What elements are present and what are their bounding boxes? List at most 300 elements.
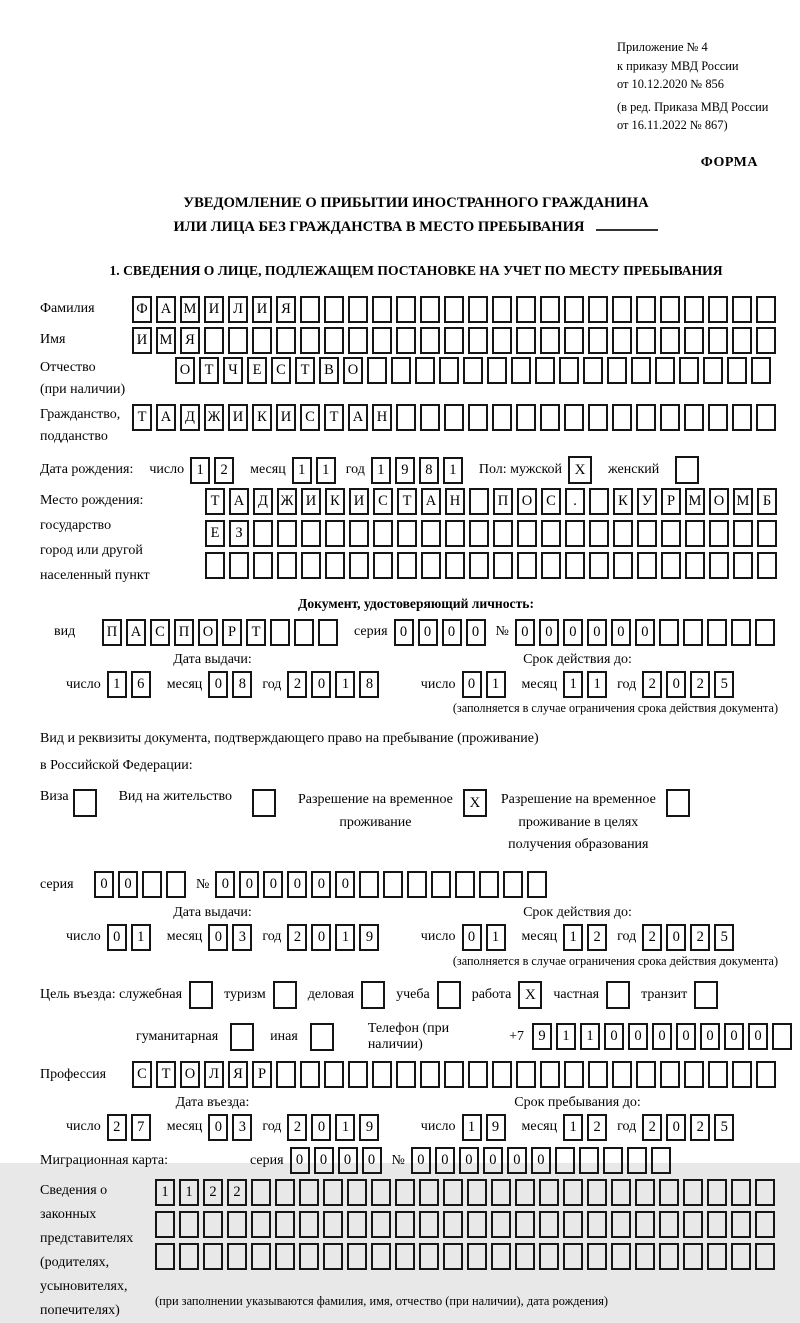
char-cell[interactable] [275, 1243, 295, 1270]
char-cell[interactable] [479, 871, 499, 898]
char-cell[interactable] [565, 552, 585, 579]
char-cell[interactable] [733, 520, 753, 547]
char-cell[interactable] [396, 296, 416, 323]
char-cell[interactable]: 2 [587, 924, 607, 951]
char-cell[interactable] [323, 1243, 343, 1270]
char-cell[interactable]: 1 [335, 924, 355, 951]
char-cell[interactable]: 2 [287, 924, 307, 951]
char-cell[interactable]: 7 [131, 1114, 151, 1141]
char-cell[interactable] [455, 871, 475, 898]
char-cell[interactable]: 0 [587, 619, 607, 646]
char-cell[interactable]: 0 [515, 619, 535, 646]
char-cell[interactable]: Р [252, 1061, 272, 1088]
char-cell[interactable] [535, 357, 555, 384]
char-cell[interactable] [468, 327, 488, 354]
char-cell[interactable]: 0 [700, 1023, 720, 1050]
char-cell[interactable] [503, 871, 523, 898]
char-cell[interactable]: 0 [724, 1023, 744, 1050]
char-cell[interactable] [755, 1179, 775, 1206]
char-cell[interactable]: 0 [208, 924, 228, 951]
char-cell[interactable] [407, 871, 427, 898]
char-cell[interactable]: Е [247, 357, 267, 384]
char-cell[interactable]: П [102, 619, 122, 646]
char-cell[interactable] [395, 1243, 415, 1270]
char-cell[interactable]: 1 [190, 457, 210, 484]
char-cell[interactable]: 0 [290, 1147, 310, 1174]
char-cell[interactable]: 1 [107, 671, 127, 698]
char-cell[interactable]: 0 [507, 1147, 527, 1174]
char-cell[interactable] [607, 357, 627, 384]
char-cell[interactable]: Е [205, 520, 225, 547]
char-cell[interactable] [251, 1243, 271, 1270]
char-cell[interactable] [299, 1211, 319, 1238]
char-cell[interactable] [275, 1211, 295, 1238]
char-cell[interactable] [709, 552, 729, 579]
temp-residence-edu-checkbox[interactable] [666, 789, 690, 817]
char-cell[interactable] [371, 1243, 391, 1270]
char-cell[interactable] [731, 1211, 751, 1238]
gender-male-checkbox[interactable]: X [568, 456, 592, 484]
char-cell[interactable] [588, 1061, 608, 1088]
char-cell[interactable] [493, 520, 513, 547]
char-cell[interactable]: 0 [311, 871, 331, 898]
char-cell[interactable] [348, 1061, 368, 1088]
char-cell[interactable]: 1 [292, 457, 312, 484]
purpose-business-checkbox[interactable] [361, 981, 385, 1009]
char-cell[interactable]: 0 [466, 619, 486, 646]
char-cell[interactable] [659, 1243, 679, 1270]
char-cell[interactable]: 8 [232, 671, 252, 698]
char-cell[interactable]: 2 [587, 1114, 607, 1141]
char-cell[interactable]: 0 [462, 924, 482, 951]
char-cell[interactable] [468, 404, 488, 431]
char-cell[interactable]: Д [253, 488, 273, 515]
char-cell[interactable] [612, 296, 632, 323]
char-cell[interactable]: Ф [132, 296, 152, 323]
char-cell[interactable] [155, 1243, 175, 1270]
char-cell[interactable] [539, 1179, 559, 1206]
char-cell[interactable]: 1 [486, 924, 506, 951]
char-cell[interactable]: Ж [204, 404, 224, 431]
char-cell[interactable] [684, 327, 704, 354]
char-cell[interactable]: 1 [179, 1179, 199, 1206]
char-cell[interactable] [540, 327, 560, 354]
char-cell[interactable] [707, 619, 727, 646]
char-cell[interactable]: С [300, 404, 320, 431]
char-cell[interactable] [637, 520, 657, 547]
char-cell[interactable] [349, 520, 369, 547]
char-cell[interactable]: Т [295, 357, 315, 384]
char-cell[interactable] [683, 1243, 703, 1270]
char-cell[interactable]: Р [661, 488, 681, 515]
char-cell[interactable] [467, 1179, 487, 1206]
char-cell[interactable] [756, 1061, 776, 1088]
char-cell[interactable]: 2 [287, 671, 307, 698]
char-cell[interactable]: М [156, 327, 176, 354]
char-cell[interactable]: М [685, 488, 705, 515]
char-cell[interactable] [612, 1061, 632, 1088]
char-cell[interactable] [660, 327, 680, 354]
char-cell[interactable] [179, 1243, 199, 1270]
char-cell[interactable]: Т [397, 488, 417, 515]
char-cell[interactable] [493, 552, 513, 579]
char-cell[interactable] [487, 357, 507, 384]
char-cell[interactable] [324, 1061, 344, 1088]
char-cell[interactable] [229, 552, 249, 579]
char-cell[interactable]: О [198, 619, 218, 646]
char-cell[interactable] [637, 552, 657, 579]
char-cell[interactable]: К [325, 488, 345, 515]
char-cell[interactable]: 9 [532, 1023, 552, 1050]
char-cell[interactable] [301, 520, 321, 547]
char-cell[interactable] [396, 327, 416, 354]
char-cell[interactable] [684, 1061, 704, 1088]
char-cell[interactable]: 1 [316, 457, 336, 484]
char-cell[interactable] [755, 619, 775, 646]
char-cell[interactable]: 2 [690, 1114, 710, 1141]
char-cell[interactable]: П [174, 619, 194, 646]
char-cell[interactable]: 2 [642, 924, 662, 951]
char-cell[interactable] [612, 327, 632, 354]
char-cell[interactable] [635, 1211, 655, 1238]
char-cell[interactable]: 0 [311, 1114, 331, 1141]
char-cell[interactable] [420, 296, 440, 323]
char-cell[interactable]: К [252, 404, 272, 431]
char-cell[interactable] [588, 327, 608, 354]
char-cell[interactable] [396, 1061, 416, 1088]
char-cell[interactable] [733, 552, 753, 579]
char-cell[interactable]: 0 [611, 619, 631, 646]
char-cell[interactable]: 0 [531, 1147, 551, 1174]
char-cell[interactable] [469, 520, 489, 547]
char-cell[interactable] [587, 1179, 607, 1206]
char-cell[interactable] [517, 552, 537, 579]
char-cell[interactable] [299, 1243, 319, 1270]
char-cell[interactable]: 2 [690, 924, 710, 951]
char-cell[interactable]: 0 [563, 619, 583, 646]
char-cell[interactable] [469, 552, 489, 579]
char-cell[interactable]: А [156, 296, 176, 323]
purpose-study-checkbox[interactable] [437, 981, 461, 1009]
char-cell[interactable] [415, 357, 435, 384]
char-cell[interactable]: И [204, 296, 224, 323]
char-cell[interactable] [251, 1179, 271, 1206]
char-cell[interactable] [444, 1061, 464, 1088]
char-cell[interactable]: 2 [690, 671, 710, 698]
char-cell[interactable] [631, 357, 651, 384]
char-cell[interactable] [732, 327, 752, 354]
char-cell[interactable]: 9 [359, 1114, 379, 1141]
char-cell[interactable] [756, 327, 776, 354]
char-cell[interactable] [469, 488, 489, 515]
char-cell[interactable]: 1 [131, 924, 151, 951]
char-cell[interactable] [372, 327, 392, 354]
char-cell[interactable] [527, 871, 547, 898]
char-cell[interactable] [541, 520, 561, 547]
char-cell[interactable] [659, 1211, 679, 1238]
char-cell[interactable]: И [349, 488, 369, 515]
char-cell[interactable]: 3 [232, 924, 252, 951]
char-cell[interactable] [253, 520, 273, 547]
char-cell[interactable]: О [180, 1061, 200, 1088]
char-cell[interactable] [611, 1179, 631, 1206]
char-cell[interactable]: 0 [666, 671, 686, 698]
char-cell[interactable] [275, 1179, 295, 1206]
char-cell[interactable] [349, 552, 369, 579]
char-cell[interactable] [294, 619, 314, 646]
char-cell[interactable] [587, 1211, 607, 1238]
char-cell[interactable] [683, 619, 703, 646]
char-cell[interactable]: 0 [394, 619, 414, 646]
char-cell[interactable]: 1 [563, 924, 583, 951]
char-cell[interactable] [540, 404, 560, 431]
char-cell[interactable]: 8 [359, 671, 379, 698]
char-cell[interactable] [347, 1211, 367, 1238]
char-cell[interactable]: 1 [443, 457, 463, 484]
char-cell[interactable] [660, 1061, 680, 1088]
char-cell[interactable]: И [252, 296, 272, 323]
char-cell[interactable] [636, 327, 656, 354]
char-cell[interactable] [179, 1211, 199, 1238]
char-cell[interactable]: 9 [486, 1114, 506, 1141]
char-cell[interactable] [603, 1147, 623, 1174]
char-cell[interactable]: 2 [287, 1114, 307, 1141]
char-cell[interactable] [323, 1179, 343, 1206]
char-cell[interactable] [517, 520, 537, 547]
char-cell[interactable]: 0 [459, 1147, 479, 1174]
char-cell[interactable]: 1 [556, 1023, 576, 1050]
char-cell[interactable] [228, 327, 248, 354]
char-cell[interactable] [732, 1061, 752, 1088]
char-cell[interactable]: 9 [359, 924, 379, 951]
char-cell[interactable] [396, 404, 416, 431]
char-cell[interactable]: 0 [435, 1147, 455, 1174]
char-cell[interactable] [579, 1147, 599, 1174]
char-cell[interactable] [468, 1061, 488, 1088]
char-cell[interactable] [635, 1243, 655, 1270]
char-cell[interactable] [301, 552, 321, 579]
char-cell[interactable] [708, 296, 728, 323]
char-cell[interactable]: М [733, 488, 753, 515]
char-cell[interactable]: Т [205, 488, 225, 515]
char-cell[interactable]: 0 [539, 619, 559, 646]
char-cell[interactable] [660, 404, 680, 431]
char-cell[interactable] [300, 327, 320, 354]
char-cell[interactable] [373, 552, 393, 579]
char-cell[interactable] [443, 1211, 463, 1238]
char-cell[interactable] [516, 1061, 536, 1088]
char-cell[interactable] [757, 552, 777, 579]
char-cell[interactable] [684, 296, 704, 323]
char-cell[interactable] [661, 520, 681, 547]
char-cell[interactable] [491, 1179, 511, 1206]
char-cell[interactable] [383, 871, 403, 898]
char-cell[interactable] [270, 619, 290, 646]
char-cell[interactable] [397, 520, 417, 547]
char-cell[interactable]: 0 [604, 1023, 624, 1050]
char-cell[interactable]: 0 [311, 924, 331, 951]
char-cell[interactable] [468, 296, 488, 323]
char-cell[interactable] [444, 404, 464, 431]
char-cell[interactable] [445, 520, 465, 547]
char-cell[interactable]: С [132, 1061, 152, 1088]
char-cell[interactable] [300, 1061, 320, 1088]
char-cell[interactable] [755, 1243, 775, 1270]
char-cell[interactable] [155, 1211, 175, 1238]
char-cell[interactable]: 0 [94, 871, 114, 898]
char-cell[interactable] [443, 1179, 463, 1206]
char-cell[interactable] [564, 1061, 584, 1088]
char-cell[interactable] [142, 871, 162, 898]
char-cell[interactable]: 5 [714, 671, 734, 698]
char-cell[interactable] [683, 1179, 703, 1206]
char-cell[interactable] [323, 1211, 343, 1238]
char-cell[interactable] [564, 327, 584, 354]
char-cell[interactable] [252, 327, 272, 354]
char-cell[interactable] [636, 1061, 656, 1088]
char-cell[interactable] [685, 552, 705, 579]
char-cell[interactable] [227, 1211, 247, 1238]
char-cell[interactable] [611, 1211, 631, 1238]
char-cell[interactable]: С [150, 619, 170, 646]
char-cell[interactable]: Т [156, 1061, 176, 1088]
char-cell[interactable]: 0 [652, 1023, 672, 1050]
char-cell[interactable]: А [421, 488, 441, 515]
char-cell[interactable] [589, 488, 609, 515]
char-cell[interactable] [707, 1179, 727, 1206]
char-cell[interactable] [563, 1179, 583, 1206]
char-cell[interactable]: А [229, 488, 249, 515]
char-cell[interactable] [661, 552, 681, 579]
char-cell[interactable] [588, 404, 608, 431]
char-cell[interactable]: О [175, 357, 195, 384]
char-cell[interactable] [756, 296, 776, 323]
char-cell[interactable]: О [709, 488, 729, 515]
char-cell[interactable]: 1 [587, 671, 607, 698]
char-cell[interactable]: 2 [227, 1179, 247, 1206]
char-cell[interactable]: 0 [411, 1147, 431, 1174]
char-cell[interactable]: К [613, 488, 633, 515]
char-cell[interactable] [659, 619, 679, 646]
char-cell[interactable]: З [229, 520, 249, 547]
char-cell[interactable]: Т [132, 404, 152, 431]
char-cell[interactable] [755, 1211, 775, 1238]
char-cell[interactable] [685, 520, 705, 547]
char-cell[interactable]: 0 [335, 871, 355, 898]
char-cell[interactable]: 1 [462, 1114, 482, 1141]
char-cell[interactable]: Н [445, 488, 465, 515]
char-cell[interactable] [205, 552, 225, 579]
char-cell[interactable] [492, 296, 512, 323]
char-cell[interactable] [420, 1061, 440, 1088]
char-cell[interactable] [463, 357, 483, 384]
char-cell[interactable] [636, 404, 656, 431]
char-cell[interactable] [589, 552, 609, 579]
char-cell[interactable]: А [126, 619, 146, 646]
char-cell[interactable] [276, 1061, 296, 1088]
char-cell[interactable] [732, 404, 752, 431]
char-cell[interactable]: 0 [442, 619, 462, 646]
char-cell[interactable]: Н [372, 404, 392, 431]
char-cell[interactable]: 2 [642, 671, 662, 698]
char-cell[interactable] [359, 871, 379, 898]
char-cell[interactable]: И [228, 404, 248, 431]
char-cell[interactable]: 0 [628, 1023, 648, 1050]
char-cell[interactable]: 0 [287, 871, 307, 898]
char-cell[interactable]: 2 [107, 1114, 127, 1141]
char-cell[interactable] [651, 1147, 671, 1174]
char-cell[interactable]: 0 [462, 671, 482, 698]
char-cell[interactable] [439, 357, 459, 384]
char-cell[interactable] [757, 520, 777, 547]
char-cell[interactable]: И [276, 404, 296, 431]
char-cell[interactable] [731, 1179, 751, 1206]
char-cell[interactable] [611, 1243, 631, 1270]
char-cell[interactable] [318, 619, 338, 646]
char-cell[interactable] [492, 404, 512, 431]
char-cell[interactable]: 9 [395, 457, 415, 484]
char-cell[interactable] [731, 1243, 751, 1270]
char-cell[interactable]: 5 [714, 924, 734, 951]
char-cell[interactable] [707, 1211, 727, 1238]
char-cell[interactable] [731, 619, 751, 646]
char-cell[interactable] [540, 296, 560, 323]
char-cell[interactable] [708, 1061, 728, 1088]
char-cell[interactable]: Я [276, 296, 296, 323]
char-cell[interactable] [444, 296, 464, 323]
char-cell[interactable] [491, 1243, 511, 1270]
char-cell[interactable] [421, 552, 441, 579]
char-cell[interactable]: 0 [311, 671, 331, 698]
char-cell[interactable]: Я [228, 1061, 248, 1088]
char-cell[interactable]: 0 [676, 1023, 696, 1050]
char-cell[interactable] [516, 404, 536, 431]
char-cell[interactable]: 5 [714, 1114, 734, 1141]
char-cell[interactable]: В [319, 357, 339, 384]
char-cell[interactable]: 0 [208, 1114, 228, 1141]
char-cell[interactable] [371, 1179, 391, 1206]
purpose-humanitarian-checkbox[interactable] [230, 1023, 254, 1051]
char-cell[interactable] [492, 1061, 512, 1088]
char-cell[interactable]: 0 [666, 924, 686, 951]
char-cell[interactable] [683, 1211, 703, 1238]
char-cell[interactable]: 1 [335, 1114, 355, 1141]
char-cell[interactable] [324, 296, 344, 323]
char-cell[interactable] [515, 1243, 535, 1270]
char-cell[interactable]: 2 [214, 457, 234, 484]
residence-permit-checkbox[interactable] [252, 789, 276, 817]
char-cell[interactable] [589, 520, 609, 547]
char-cell[interactable] [276, 327, 296, 354]
char-cell[interactable] [756, 404, 776, 431]
char-cell[interactable] [751, 357, 771, 384]
char-cell[interactable] [420, 404, 440, 431]
char-cell[interactable]: 0 [635, 619, 655, 646]
char-cell[interactable] [660, 296, 680, 323]
char-cell[interactable]: 0 [748, 1023, 768, 1050]
char-cell[interactable] [395, 1179, 415, 1206]
char-cell[interactable] [372, 296, 392, 323]
char-cell[interactable]: И [132, 327, 152, 354]
char-cell[interactable]: Ж [277, 488, 297, 515]
char-cell[interactable] [467, 1243, 487, 1270]
char-cell[interactable] [684, 404, 704, 431]
char-cell[interactable]: 1 [580, 1023, 600, 1050]
char-cell[interactable]: Ч [223, 357, 243, 384]
char-cell[interactable]: 0 [208, 671, 228, 698]
char-cell[interactable]: 0 [483, 1147, 503, 1174]
purpose-transit-checkbox[interactable] [694, 981, 718, 1009]
